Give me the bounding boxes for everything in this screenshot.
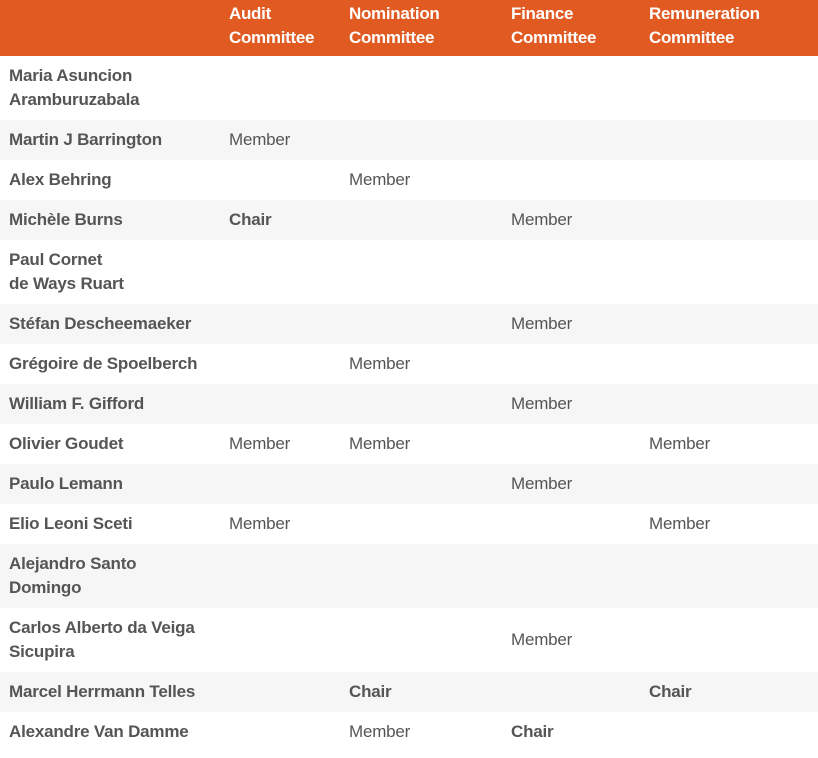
director-name-line: Alex Behring bbox=[9, 170, 112, 189]
table-row bbox=[0, 712, 818, 752]
remuneration-committee-role bbox=[640, 544, 818, 608]
remuneration-committee-role bbox=[640, 464, 818, 504]
finance-committee-role: Member bbox=[502, 304, 640, 344]
director-name-line: Carlos Alberto da Veiga bbox=[9, 618, 195, 637]
audit-committee-role bbox=[220, 544, 340, 608]
audit-committee-role: Member bbox=[229, 514, 291, 533]
director-name bbox=[0, 424, 220, 464]
remuneration-committee-role bbox=[640, 304, 818, 344]
director-name bbox=[0, 544, 220, 608]
director-name bbox=[0, 712, 220, 752]
header-label-line: Remuneration bbox=[649, 4, 760, 23]
director-name-line: Aramburuzabala bbox=[9, 90, 140, 109]
table-row bbox=[0, 672, 818, 712]
director-name-line: Sicupira bbox=[9, 642, 75, 661]
header-label-line: Committee bbox=[349, 28, 435, 47]
table-row bbox=[0, 544, 818, 608]
table-row bbox=[0, 464, 818, 504]
header-label-line: Committee bbox=[229, 28, 315, 47]
director-name bbox=[0, 56, 220, 120]
director-name bbox=[0, 344, 220, 384]
audit-committee-role bbox=[220, 344, 340, 384]
remuneration-committee-role bbox=[640, 608, 818, 672]
table-row bbox=[0, 304, 818, 344]
director-name-line: Alejandro Santo bbox=[9, 554, 137, 573]
nomination-committee-role bbox=[340, 120, 502, 160]
header-finance-committee bbox=[502, 0, 640, 56]
table-row bbox=[0, 120, 818, 160]
director-name bbox=[0, 672, 220, 712]
nomination-committee-role bbox=[340, 384, 502, 424]
nomination-committee-role bbox=[340, 240, 502, 304]
table-row bbox=[0, 240, 818, 304]
table-row bbox=[0, 504, 818, 544]
director-name-line: Paul Cornet bbox=[9, 250, 103, 269]
header-remuneration-committee bbox=[640, 0, 818, 56]
nomination-committee-role: Member bbox=[349, 354, 411, 373]
table-row bbox=[0, 200, 818, 240]
finance-committee-role: Member bbox=[511, 630, 573, 649]
header-nomination-committee bbox=[340, 0, 502, 56]
director-name-line: Stéfan Descheemaeker bbox=[9, 314, 192, 333]
audit-committee-role bbox=[220, 160, 340, 200]
table-row bbox=[0, 56, 818, 120]
director-name-line: Michèle Burns bbox=[9, 210, 123, 229]
table-row bbox=[0, 160, 818, 200]
director-name-line: Olivier Goudet bbox=[9, 434, 124, 453]
header-label-line: Committee bbox=[511, 28, 597, 47]
table-row bbox=[0, 608, 818, 672]
finance-committee-role bbox=[502, 120, 640, 160]
remuneration-committee-role bbox=[640, 56, 818, 120]
finance-committee-role bbox=[502, 160, 640, 200]
audit-committee-role bbox=[220, 608, 340, 672]
remuneration-committee-role bbox=[640, 200, 818, 240]
director-name bbox=[0, 120, 220, 160]
director-name-line: Martin J Barrington bbox=[9, 130, 162, 149]
director-name bbox=[0, 240, 220, 304]
remuneration-committee-role bbox=[640, 344, 818, 384]
nomination-committee-role: Member bbox=[349, 434, 411, 453]
director-name-line: Marcel Herrmann Telles bbox=[9, 682, 196, 701]
finance-committee-role bbox=[502, 672, 640, 712]
audit-committee-role bbox=[220, 672, 340, 712]
finance-committee-role: Member bbox=[502, 384, 640, 424]
nomination-committee-role bbox=[340, 464, 502, 504]
finance-committee-role bbox=[502, 240, 640, 304]
nomination-committee-role: Member bbox=[349, 722, 411, 741]
director-name-line: William F. Gifford bbox=[9, 394, 145, 413]
audit-committee-role bbox=[220, 712, 340, 752]
director-name bbox=[0, 304, 220, 344]
remuneration-committee-role: Chair bbox=[640, 672, 818, 712]
remuneration-committee-role bbox=[640, 384, 818, 424]
director-name bbox=[0, 160, 220, 200]
remuneration-committee-role bbox=[640, 712, 818, 752]
audit-committee-role bbox=[220, 56, 340, 120]
audit-committee-role bbox=[220, 384, 340, 424]
table-row bbox=[0, 384, 818, 424]
director-name-line: Paulo Lemann bbox=[9, 474, 123, 493]
nomination-committee-role bbox=[340, 56, 502, 120]
director-name bbox=[0, 504, 220, 544]
header-audit-committee bbox=[220, 0, 340, 56]
nomination-committee-role: Chair bbox=[340, 672, 502, 712]
remuneration-committee-role: Member bbox=[649, 434, 711, 453]
director-name-line: Maria Asuncion bbox=[9, 66, 133, 85]
director-name bbox=[0, 464, 220, 504]
audit-committee-role: Chair bbox=[220, 200, 340, 240]
audit-committee-role bbox=[220, 240, 340, 304]
header-label-line: Nomination bbox=[349, 4, 440, 23]
director-name-line: Elio Leoni Sceti bbox=[9, 514, 133, 533]
finance-committee-role bbox=[502, 424, 640, 464]
nomination-committee-role: Member bbox=[349, 170, 411, 189]
audit-committee-role: Member bbox=[220, 120, 340, 160]
director-name-line: Alexandre Van Damme bbox=[9, 722, 189, 741]
header-label-line: Audit bbox=[229, 4, 271, 23]
finance-committee-role bbox=[502, 56, 640, 120]
table-row bbox=[0, 424, 818, 464]
director-name bbox=[0, 200, 220, 240]
header-label-line: Committee bbox=[649, 28, 735, 47]
director-name-line: de Ways Ruart bbox=[9, 274, 124, 293]
director-name bbox=[0, 608, 220, 672]
header-row bbox=[0, 0, 818, 56]
nomination-committee-role bbox=[340, 304, 502, 344]
director-name-line: Domingo bbox=[9, 578, 82, 597]
table-body bbox=[0, 56, 818, 752]
audit-committee-role bbox=[220, 304, 340, 344]
director-name bbox=[0, 384, 220, 424]
remuneration-committee-role bbox=[640, 240, 818, 304]
finance-committee-role bbox=[502, 504, 640, 544]
audit-committee-role: Member bbox=[229, 434, 291, 453]
finance-committee-role bbox=[502, 344, 640, 384]
finance-committee-role bbox=[502, 544, 640, 608]
nomination-committee-role bbox=[340, 608, 502, 672]
finance-committee-role: Member bbox=[502, 200, 640, 240]
finance-committee-role: Member bbox=[502, 464, 640, 504]
finance-committee-role: Chair bbox=[511, 722, 554, 741]
remuneration-committee-role: Member bbox=[649, 514, 711, 533]
nomination-committee-role bbox=[340, 544, 502, 608]
remuneration-committee-role bbox=[640, 160, 818, 200]
table-row bbox=[0, 344, 818, 384]
nomination-committee-role bbox=[340, 504, 502, 544]
nomination-committee-role bbox=[340, 200, 502, 240]
remuneration-committee-role bbox=[640, 120, 818, 160]
director-name-line: Grégoire de Spoelberch bbox=[9, 354, 198, 373]
audit-committee-role bbox=[220, 464, 340, 504]
header-label-line: Finance bbox=[511, 4, 574, 23]
header-name-column bbox=[0, 0, 220, 56]
